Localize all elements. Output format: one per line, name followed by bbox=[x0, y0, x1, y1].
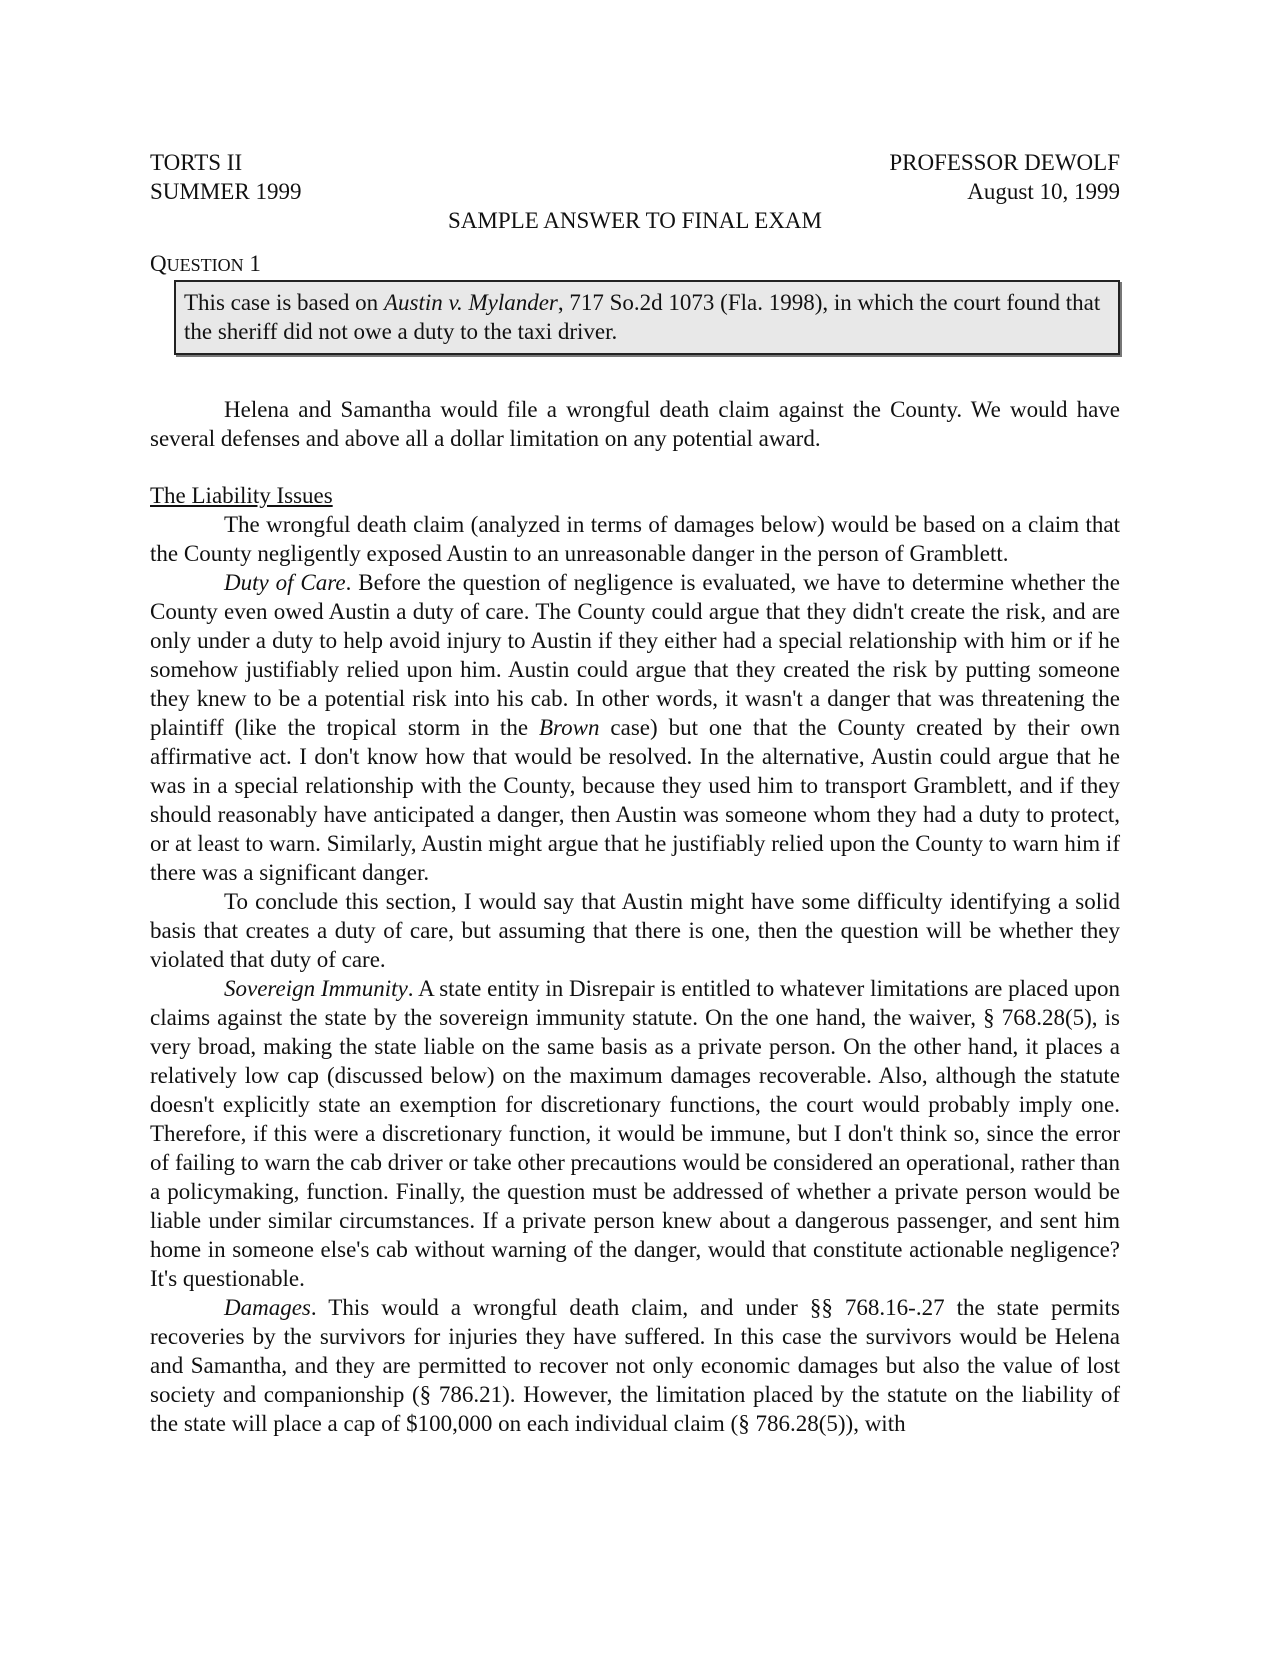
paragraph-damages: Damages. This would a wrongful death claim, and under §§ 768.16-.27 the state permits recoveries by the survivors for injuries they have suffered. In this case the survivors would be Helena and Samantha, and they are permitted to recover not only economic damages but also the value of lost society and companionship (§ 786.21). However, the limitation placed by the statute on the liability of the state will place a cap of $100,000 on each individual claim (§ 786.28(5)), with bbox=[150, 1295, 1120, 1436]
question-heading: QUESTION 1 bbox=[150, 251, 261, 276]
sovereign-heading: Sovereign Immunity bbox=[224, 976, 408, 1001]
intro-paragraph: Helena and Samantha would file a wrongful death claim against the County. We would have several defenses and above all a dollar limitation on any potential award. bbox=[150, 397, 1120, 451]
duty-heading: Duty of Care bbox=[224, 570, 346, 595]
paragraph-conclusion: To conclude this section, I would say that Austin might have some difficulty identifying a solid basis that creates a duty of care, but assuming that there is one, then the question will be whether they violated that duty of care. bbox=[150, 889, 1120, 972]
document-title: SAMPLE ANSWER TO FINAL EXAM bbox=[448, 208, 822, 233]
document-page bbox=[150, 148, 1120, 1438]
course-name: TORTS II bbox=[150, 150, 243, 175]
header-row-1 bbox=[150, 148, 1120, 177]
case-note-box: This case is based on Austin v. Mylander, 717 So.2d 1073 (Fla. 1998), in which the court found that the sheriff did not owe a duty to the taxi driver. bbox=[174, 280, 1120, 355]
header-row-2 bbox=[150, 177, 1120, 206]
case-citation: Austin v. Mylander bbox=[383, 290, 558, 315]
paragraph-claim: The wrongful death claim (analyzed in terms of damages below) would be based on a claim that the County negligently exposed Austin to an unreasonable danger in the person of Gramblett. bbox=[150, 512, 1120, 566]
paragraph-duty-of-care: Duty of Care. Before the question of negligence is evaluated, we have to determine whether the County even owed Austin a duty of care. The County could argue that they didn't create the risk, and are only under a duty to help avoid injury to Austin if they either had a special relationship with him or if he somehow justifiably relied upon him. Austin could argue that they created the risk by putting someone they knew to be a potential risk into his cab. In other words, it wasn't a danger that was threatening the plaintiff (like the tropical storm in the Brown case) but one that the County created by their own affirmative act. I don't know how that would be resolved. In the alternative, Austin could argue that he was in a special relationship with the County, because they used him to transport Gramblett, and if they should reasonably have anticipated a danger, then Austin was someone whom they had a duty to protect, or at least to warn. Similarly, Austin might argue that he justifiably relied upon the County to warn him if there was a significant danger. bbox=[150, 570, 1121, 885]
brown-case: Brown bbox=[539, 715, 600, 740]
section-heading: The Liability Issues bbox=[150, 483, 333, 508]
damages-heading: Damages bbox=[224, 1295, 311, 1320]
paragraph-sovereign-immunity: Sovereign Immunity. A state entity in Disrepair is entitled to whatever limitations are placed upon claims against the state by the sovereign immunity statute. On the one hand, the waiver, § 768.28(5), is very broad, making the state liable on the same basis as a private person. On the other hand, it places a relatively low cap (discussed below) on the maximum damages recoverable. Also, although the statute doesn't explicitly state an exemption for discretionary functions, the court would probably imply one. Therefore, if this were a discretionary function, it would be immune, but I don't think so, since the error of failing to warn the cab driver or take other precautions would be considered an operational, rather than a policymaking, function. Finally, the question must be addressed of whether a private person would be liable under similar circumstances. If a private person knew about a dangerous passenger, and sent him home in someone else's cab without warning of the danger, would that constitute actionable negligence? It's questionable. bbox=[150, 976, 1121, 1291]
professor-name: PROFESSOR DEWOLF bbox=[889, 150, 1120, 175]
exam-date: August 10, 1999 bbox=[967, 179, 1120, 204]
term: SUMMER 1999 bbox=[150, 179, 302, 204]
